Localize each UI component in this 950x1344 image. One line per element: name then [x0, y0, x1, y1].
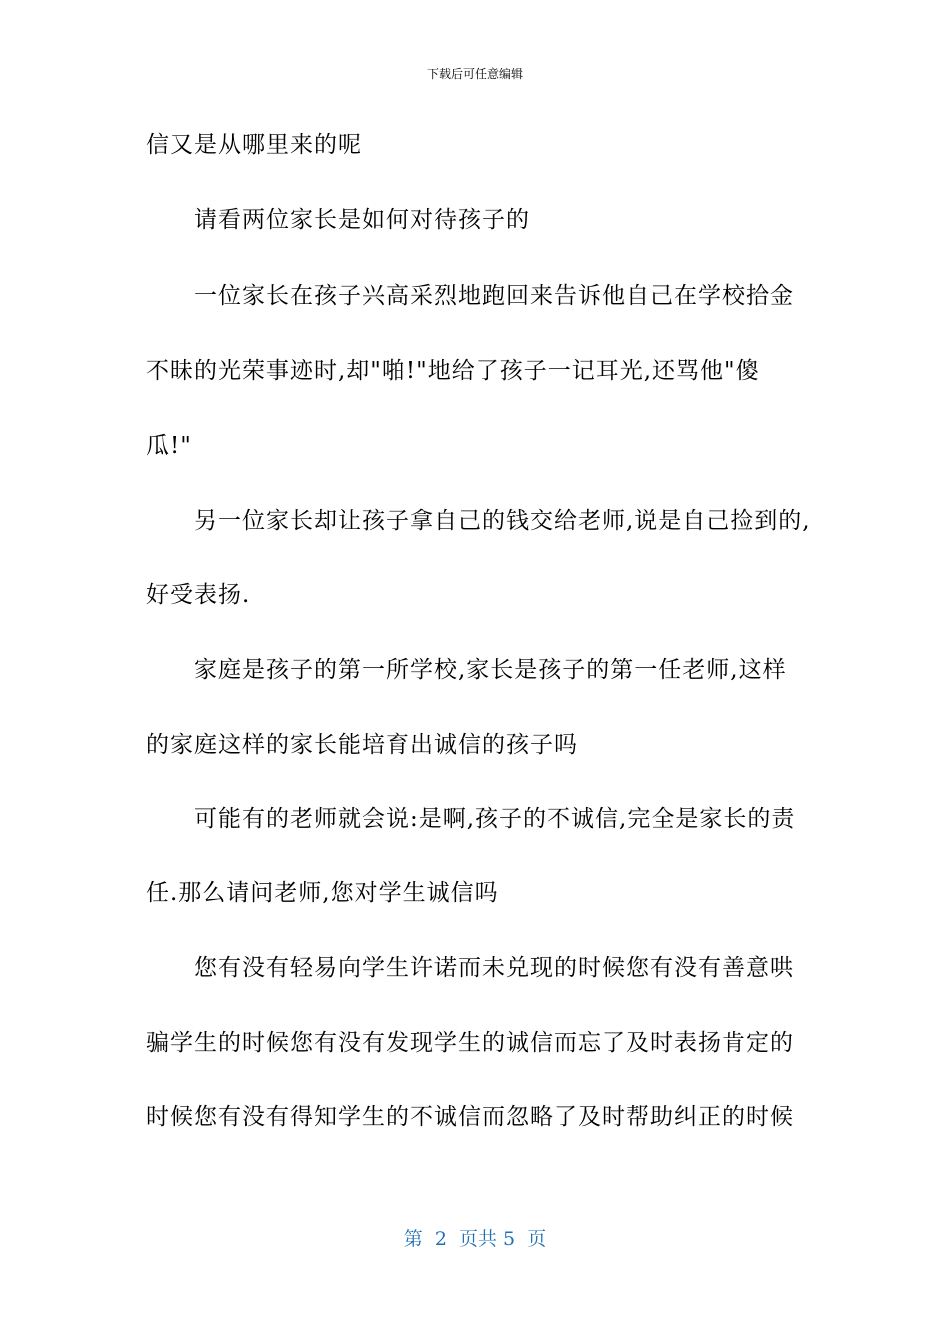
body-line: 可能有的老师就会说:是啊,孩子的不诚信,完全是家长的责 — [194, 806, 796, 832]
body-line: 信又是从哪里来的呢 — [146, 132, 362, 158]
body-line: 请看两位家长是如何对待孩子的 — [194, 207, 530, 233]
body-line: 另一位家长却让孩子拿自己的钱交给老师,说是自己捡到的, — [194, 508, 811, 534]
body-line: 家庭是孩子的第一所学校,家长是孩子的第一任老师,这样 — [194, 657, 787, 683]
body-line: 骗学生的时候您有没有发现学生的诚信而忘了及时表扬肯定的 — [146, 1030, 794, 1056]
body-line: 的家庭这样的家长能培育出诚信的孩子吗 — [146, 732, 578, 758]
page-header: 下载后可任意编辑 — [426, 67, 523, 81]
body-line: 好受表扬. — [146, 582, 251, 608]
body-line: 时候您有没有得知学生的不诚信而忽略了及时帮助纠正的时候 — [146, 1104, 794, 1130]
body-line: 瓜!" — [146, 433, 192, 459]
page-number-footer: 第 2 页共 5 页 — [403, 1228, 547, 1250]
body-line: 一位家长在孩子兴高采烈地跑回来告诉他自己在学校拾金 — [194, 283, 794, 309]
body-line: 您有没有轻易向学生许诺而未兑现的时候您有没有善意哄 — [194, 955, 794, 981]
body-line: 不昧的光荣事迹时,却"啪!"地给了孩子一记耳光,还骂他"傻 — [146, 358, 760, 384]
body-line: 任.那么请问老师,您对学生诚信吗 — [146, 880, 499, 906]
